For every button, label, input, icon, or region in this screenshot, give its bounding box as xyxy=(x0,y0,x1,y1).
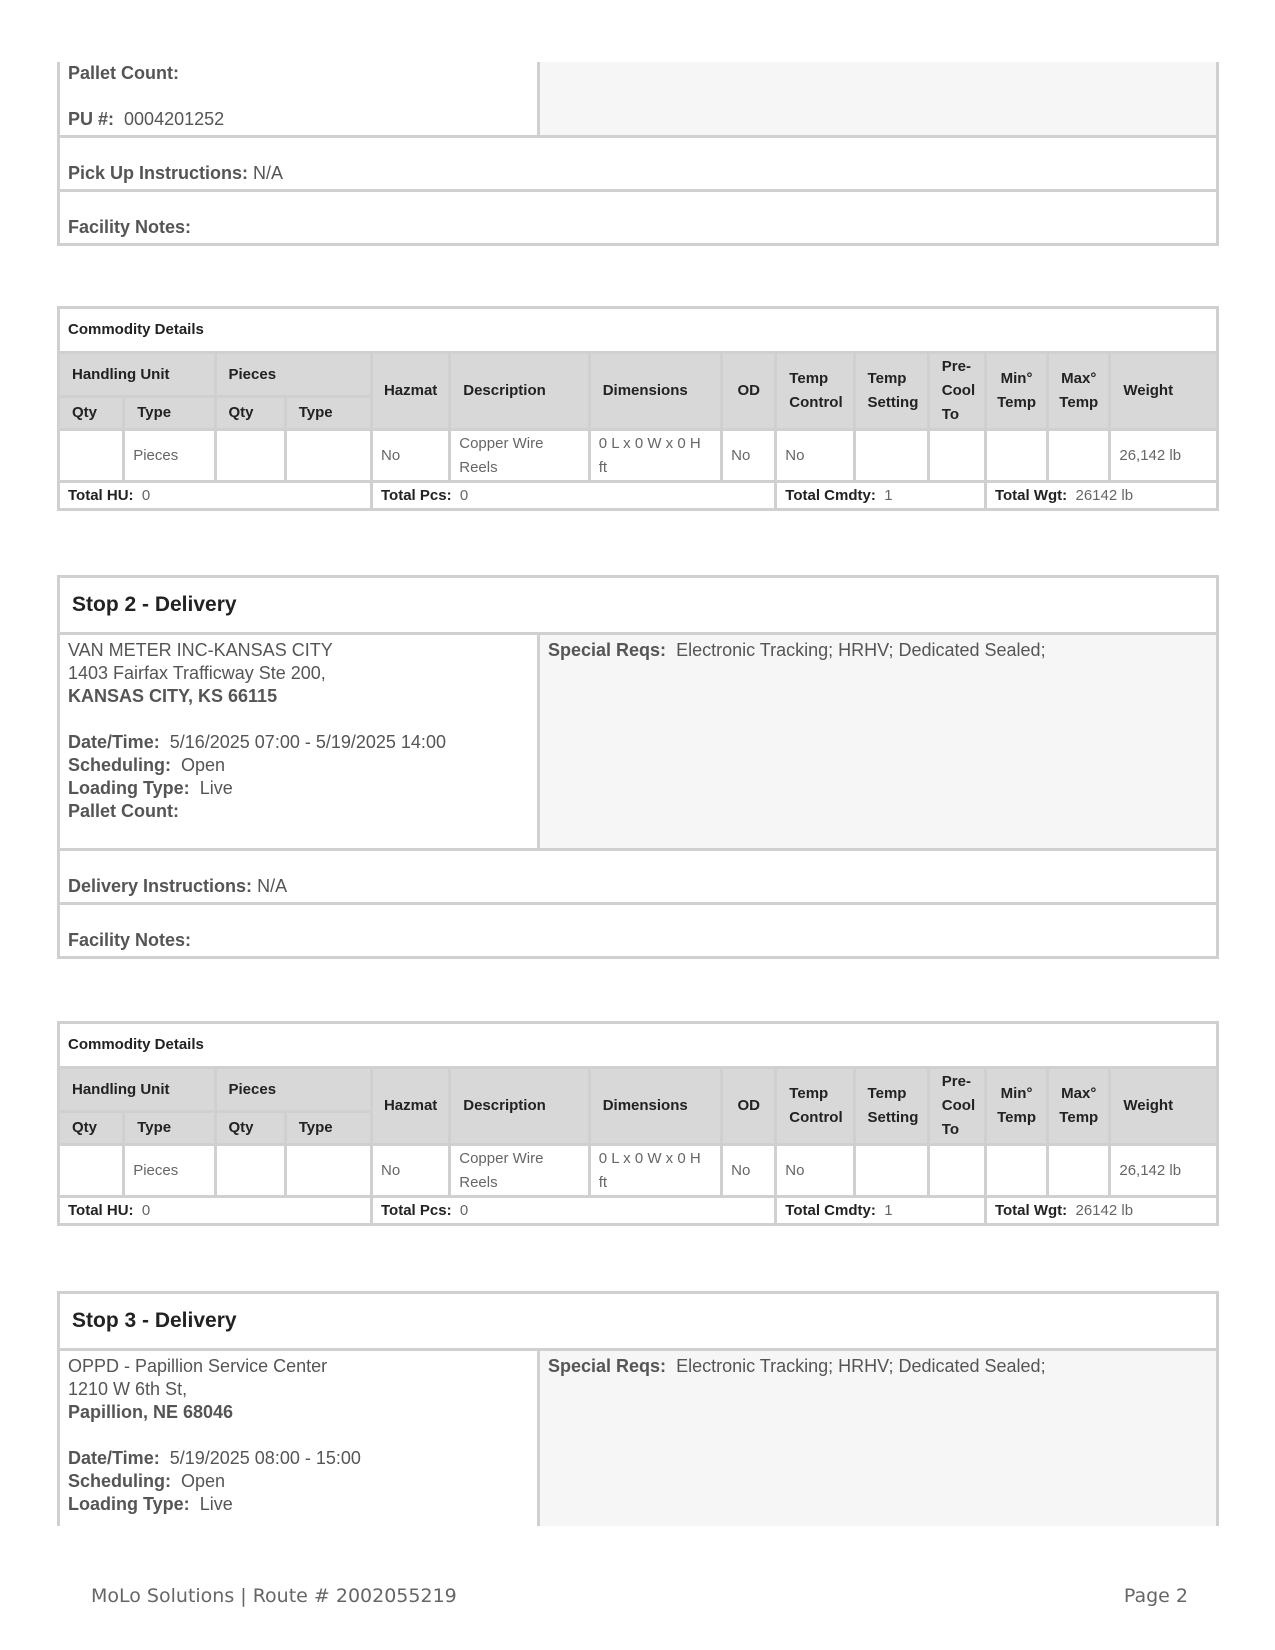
table-row xyxy=(59,1145,1218,1197)
min-temp-header: Min° Temp xyxy=(985,353,1047,430)
stop2-loading-label: Loading Type: xyxy=(68,778,190,798)
hu-type-header: Type xyxy=(124,397,215,430)
commodity-title: Commodity Details xyxy=(59,308,1218,353)
footer-route: MoLo Solutions | Route # 2002055219 xyxy=(91,1585,457,1607)
pu-label: PU #: xyxy=(68,109,115,129)
description-header: Description xyxy=(450,1068,589,1145)
temp-control-header: Temp Control xyxy=(776,353,854,430)
stop2-pallet-label: Pallet Count: xyxy=(68,801,179,821)
weight-cell: 26,142 lb xyxy=(1110,430,1218,482)
temp-setting-header: Temp Setting xyxy=(854,353,928,430)
dimensions-header: Dimensions xyxy=(589,1068,721,1145)
stop2-loading-value: Live xyxy=(199,778,233,798)
stop1-continued xyxy=(57,62,1219,246)
hu-type-header: Type xyxy=(124,1112,215,1145)
hazmat-header: Hazmat xyxy=(372,1068,450,1145)
precool-header: Pre- Cool To xyxy=(928,1068,985,1145)
stop3-box xyxy=(57,1291,1219,1526)
stop2-special-label: Special Reqs: xyxy=(548,640,667,660)
stop3-scheduling-value: Open xyxy=(181,1471,226,1491)
pickup-instructions-label: Pick Up Instructions: xyxy=(68,163,249,183)
dimensions-cell: 0 L x 0 W x 0 H ft xyxy=(589,1145,721,1197)
hu-qty-header: Qty xyxy=(59,1112,124,1145)
pieces-header: Pieces xyxy=(215,1068,372,1112)
stop3-loading-label: Loading Type: xyxy=(68,1494,190,1514)
description-header: Description xyxy=(450,353,589,430)
hu-type-cell: Pieces xyxy=(124,430,215,482)
temp-control-cell: No xyxy=(776,430,854,482)
handling-unit-header: Handling Unit xyxy=(59,1068,216,1112)
special-reqs-panel xyxy=(540,62,1216,135)
commodity-title: Commodity Details xyxy=(59,1023,1218,1068)
stop2-facility-notes-label: Facility Notes: xyxy=(68,930,192,950)
stop3-scheduling-label: Scheduling: xyxy=(68,1471,171,1491)
hu-qty-header: Qty xyxy=(59,397,124,430)
stop2-city: KANSAS CITY, KS 66115 xyxy=(68,686,278,706)
stop2-scheduling-label: Scheduling: xyxy=(68,755,171,775)
pcs-qty-header: Qty xyxy=(215,397,285,430)
stop2-scheduling-value: Open xyxy=(181,755,226,775)
temp-control-header: Temp Control xyxy=(776,1068,854,1145)
stop2-box xyxy=(57,575,1219,959)
od-header: OD xyxy=(722,1068,776,1145)
precool-header: Pre- Cool To xyxy=(928,353,985,430)
hazmat-cell: No xyxy=(372,1145,450,1197)
pcs-type-header: Type xyxy=(285,397,371,430)
stop3-special-value: Electronic Tracking; HRHV; Dedicated Sealed; xyxy=(676,1356,1046,1376)
facility-notes-label: Facility Notes: xyxy=(68,217,192,237)
stop2-address: 1403 Fairfax Trafficway Ste 200, xyxy=(68,663,326,683)
max-temp-header: Max° Temp xyxy=(1048,1068,1110,1145)
weight-header: Weight xyxy=(1110,353,1218,430)
dimensions-header: Dimensions xyxy=(589,353,721,430)
handling-unit-header: Handling Unit xyxy=(59,353,216,397)
pieces-header: Pieces xyxy=(215,353,372,397)
pallet-count-label: Pallet Count: xyxy=(68,63,179,83)
stop3-loading-value: Live xyxy=(199,1494,233,1514)
temp-setting-header: Temp Setting xyxy=(854,1068,928,1145)
stop3-datetime-value: 5/19/2025 08:00 - 15:00 xyxy=(169,1448,361,1468)
stop2-title: Stop 2 - Delivery xyxy=(72,593,237,616)
commodity-table-1 xyxy=(57,306,1219,511)
temp-control-cell: No xyxy=(776,1145,854,1197)
pu-value: 0004201252 xyxy=(124,109,225,129)
pcs-qty-header: Qty xyxy=(215,1112,285,1145)
od-cell: No xyxy=(722,430,776,482)
stop2-datetime-label: Date/Time: xyxy=(68,732,160,752)
commodity-table-2 xyxy=(57,1021,1219,1226)
totals-row: Total HU: 0 Total Pcs: 0 Total Cmdty: 1 Total Wgt: 26142 lb xyxy=(59,1197,1218,1225)
delivery-instructions-value: N/A xyxy=(257,876,288,896)
footer-page-number: Page 2 xyxy=(1123,1585,1188,1607)
od-header: OD xyxy=(722,353,776,430)
dimensions-cell: 0 L x 0 W x 0 H ft xyxy=(589,430,721,482)
hazmat-header: Hazmat xyxy=(372,353,450,430)
description-cell: Copper Wire Reels xyxy=(450,430,589,482)
pcs-type-header: Type xyxy=(285,1112,371,1145)
pickup-instructions-value: N/A xyxy=(253,163,284,183)
stop3-title: Stop 3 - Delivery xyxy=(72,1309,237,1332)
stop2-name: VAN METER INC-KANSAS CITY xyxy=(68,640,333,660)
stop3-address: 1210 W 6th St, xyxy=(68,1379,188,1399)
table-row xyxy=(59,430,1218,482)
totals-row: Total HU: 0 Total Pcs: 0 Total Cmdty: 1 Total Wgt: 26142 lb xyxy=(59,482,1218,510)
weight-cell: 26,142 lb xyxy=(1110,1145,1218,1197)
stop2-datetime-value: 5/16/2025 07:00 - 5/19/2025 14:00 xyxy=(169,732,446,752)
weight-header: Weight xyxy=(1110,1068,1218,1145)
max-temp-header: Max° Temp xyxy=(1048,353,1110,430)
min-temp-header: Min° Temp xyxy=(985,1068,1047,1145)
stop3-name: OPPD - Papillion Service Center xyxy=(68,1356,328,1376)
hazmat-cell: No xyxy=(372,430,450,482)
od-cell: No xyxy=(722,1145,776,1197)
stop2-special-value: Electronic Tracking; HRHV; Dedicated Sealed; xyxy=(676,640,1046,660)
stop3-datetime-label: Date/Time: xyxy=(68,1448,160,1468)
delivery-instructions-label: Delivery Instructions: xyxy=(68,876,253,896)
hu-type-cell: Pieces xyxy=(124,1145,215,1197)
stop3-city: Papillion, NE 68046 xyxy=(68,1402,234,1422)
description-cell: Copper Wire Reels xyxy=(450,1145,589,1197)
stop3-special-label: Special Reqs: xyxy=(548,1356,667,1376)
